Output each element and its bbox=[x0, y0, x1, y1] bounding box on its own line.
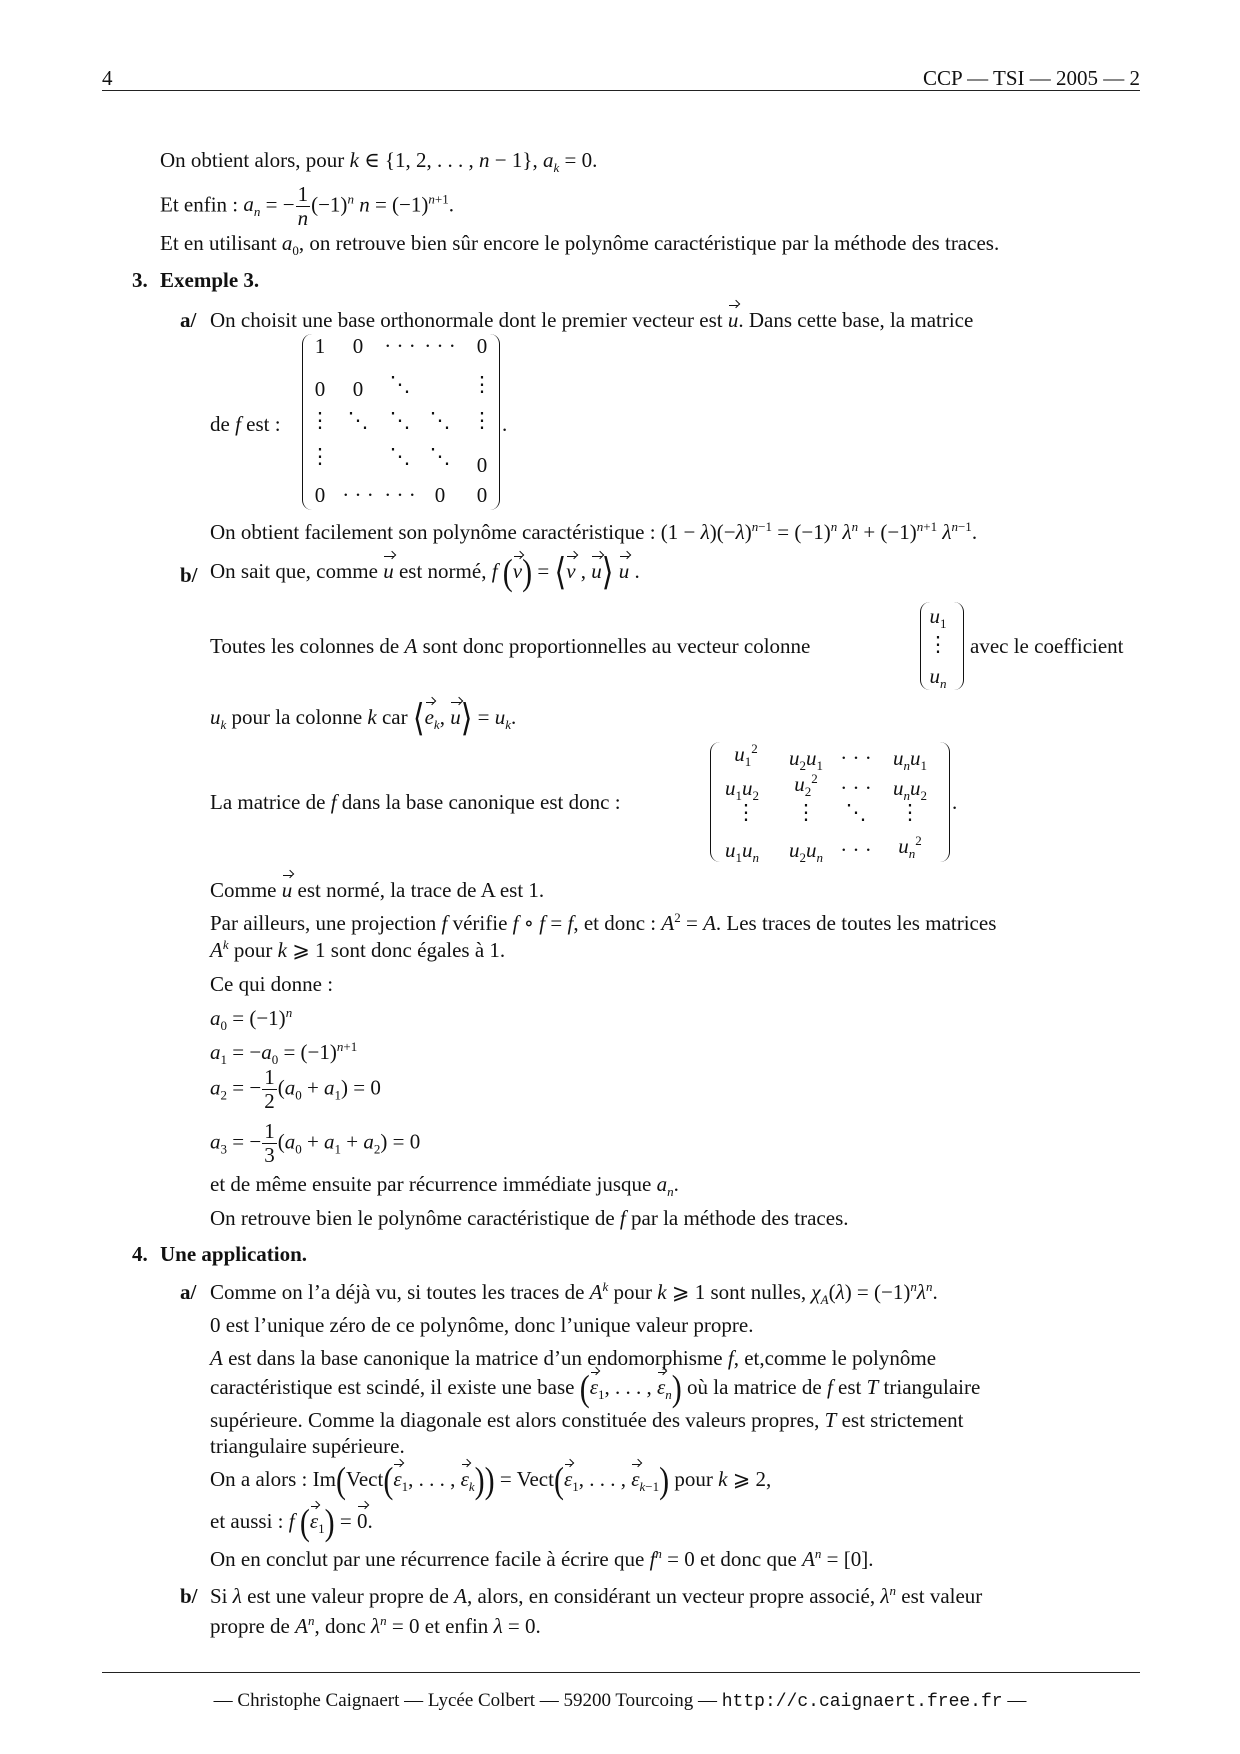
item-b-label: b/ bbox=[180, 563, 198, 587]
eq-a0: $a_0 = (-1)^n$ bbox=[210, 1005, 293, 1034]
section-3-number: 3. bbox=[132, 268, 148, 292]
line-projection: On sait que, comme u est normé, f (v) = ⟨v , u⟩ u . bbox=[210, 551, 640, 593]
line-eigenvalue-zero: propre de $A^n$, donc $\lambda^n = 0$ et enfin λ = 0. bbox=[210, 1613, 541, 1638]
line-coefficient: $u_k$ pour la colonne k car $⟨e_k$, u⟩ = $u_k$. bbox=[210, 697, 517, 739]
line-matrix-canonical: La matrice de f dans la base canonique est donc : bbox=[210, 790, 621, 814]
line-orthonormal: On choisit une base orthonormale dont le premier vecteur est u. Dans cette base, la matrice bbox=[210, 308, 974, 332]
line-image-vect: On a alors : $Im(Vect(\varepsilon_1$, . . . , $\varepsilon_k$)) = $Vect(\varepsilon_1$, . . . , $\varepsilon_{k-1}$) pour k ⩾ 2, bbox=[210, 1459, 772, 1501]
page-number: 4 bbox=[102, 66, 113, 90]
line-a0: Et en utilisant $a_0$, on retrouve bien sûr encore le polynôme caractéristique par la méthode des traces. bbox=[160, 231, 1000, 259]
eq-a2: $a_2$ = − $\frac{1}{2}$ $(a_0 + a_1) = 0$ bbox=[210, 1065, 381, 1114]
line-conclusion-nilpotent: On en conclut par une récurrence facile à écrire que $f^n = 0$ et donc que $A^n = [0]$. bbox=[210, 1546, 874, 1571]
line-retrouve: On retrouve bien le polynôme caractéristique de f par la méthode des traces. bbox=[210, 1206, 849, 1230]
section-3-title: Exemple 3. bbox=[160, 268, 260, 292]
line-ak-zero: On obtient alors, pour k ∈ {1, 2, . . . , n − 1}, $a_k = 0$. bbox=[160, 148, 598, 176]
line-strict-upper: triangulaire supérieure. bbox=[210, 1434, 405, 1458]
line-which-gives: Ce qui donne : bbox=[210, 972, 334, 996]
line-char-poly-1: On obtient facilement son polynôme caractéristique : $(1 - \lambda)(-\lambda)^{n-1} = (-1)^n$ $\lambda^n + (-1)^{n+1}$ $\lambda^{n-1}$. bbox=[210, 519, 978, 544]
item-4a-label: a/ bbox=[180, 1280, 197, 1304]
line-nilpotent-traces: Comme on l’a déjà vu, si toutes les traces de $A^k$ pour k ⩾ 1 sont nulles, $\chi_A(\lambda) = (-1)^n\lambda^n$. bbox=[210, 1279, 938, 1308]
running-title: CCP — TSI — 2005 — 2 bbox=[922, 66, 1140, 90]
item-4b-label: b/ bbox=[180, 1584, 198, 1608]
eq-a3: $a_3$ = − $\frac{1}{3}$ $(a_0 + a_1 + a_2) = 0$ bbox=[210, 1119, 421, 1168]
footer: — Christophe Caignaert — Lycée Colbert — 59200 Tourcoing — http://c.caignaert.free.fr — bbox=[213, 1690, 1027, 1712]
line-unique-zero: 0 est l’unique zéro de ce polynôme, donc l’unique valeur propre. bbox=[210, 1313, 754, 1337]
footer-url[interactable]: http://c.caignaert.free.fr bbox=[721, 1692, 1003, 1712]
line-f-e1-zero: et aussi : f $(\varepsilon_1) = 0$. bbox=[210, 1501, 373, 1543]
line-diagonal: supérieure. Comme la diagonale est alors constituée des valeurs propres, T est strictement bbox=[210, 1408, 964, 1432]
line-endomorphism: A est dans la base canonique la matrice d’un endomorphisme f, et,comme le polynôme bbox=[210, 1346, 937, 1370]
footer-rule bbox=[102, 1672, 1140, 1673]
line-an: Et enfin : $a_n$ = − $\frac{1}{n}$ $(-1)^n$ $n = (-1)^{n+1}$. bbox=[160, 182, 454, 231]
line-idempotent: Par ailleurs, une projection f vérifie f ∘ f = f, et donc : $A^2 = A$. Les traces de toutes les matrices bbox=[210, 910, 997, 935]
section-4-title: Une application. bbox=[160, 1242, 308, 1266]
line-eigenvalue: Si λ est une valeur propre de A, alors, en considérant un vecteur propre associé, $\lambda^n$ est valeur bbox=[210, 1583, 983, 1608]
line-columns: Toutes les colonnes de A sont donc proportionnelles au vecteur colonne bbox=[210, 634, 811, 658]
line-trace-A: Comme u est normé, la trace de A est 1. bbox=[210, 878, 545, 902]
item-a-label: a/ bbox=[180, 308, 197, 332]
line-recurrence: et de même ensuite par récurrence immédiate jusque $a_n$. bbox=[210, 1172, 679, 1200]
line-traces-equal: $A^k$ pour k ⩾ 1 sont donc égales à 1. bbox=[210, 937, 506, 962]
eq-a1: $a_1 = -a_0 = (-1)^{n+1}$ bbox=[210, 1039, 358, 1068]
header-rule bbox=[102, 90, 1140, 91]
line-matrix-f: de f est : bbox=[210, 412, 281, 436]
section-4-number: 4. bbox=[132, 1242, 148, 1266]
line-split-poly: caractéristique est scindé, il existe une base ($\varepsilon_1$, . . . , $\varepsilon_n$) où la matrice de f est T triangulaire bbox=[210, 1367, 981, 1409]
line-columns-end: avec le coefficient bbox=[970, 634, 1124, 658]
